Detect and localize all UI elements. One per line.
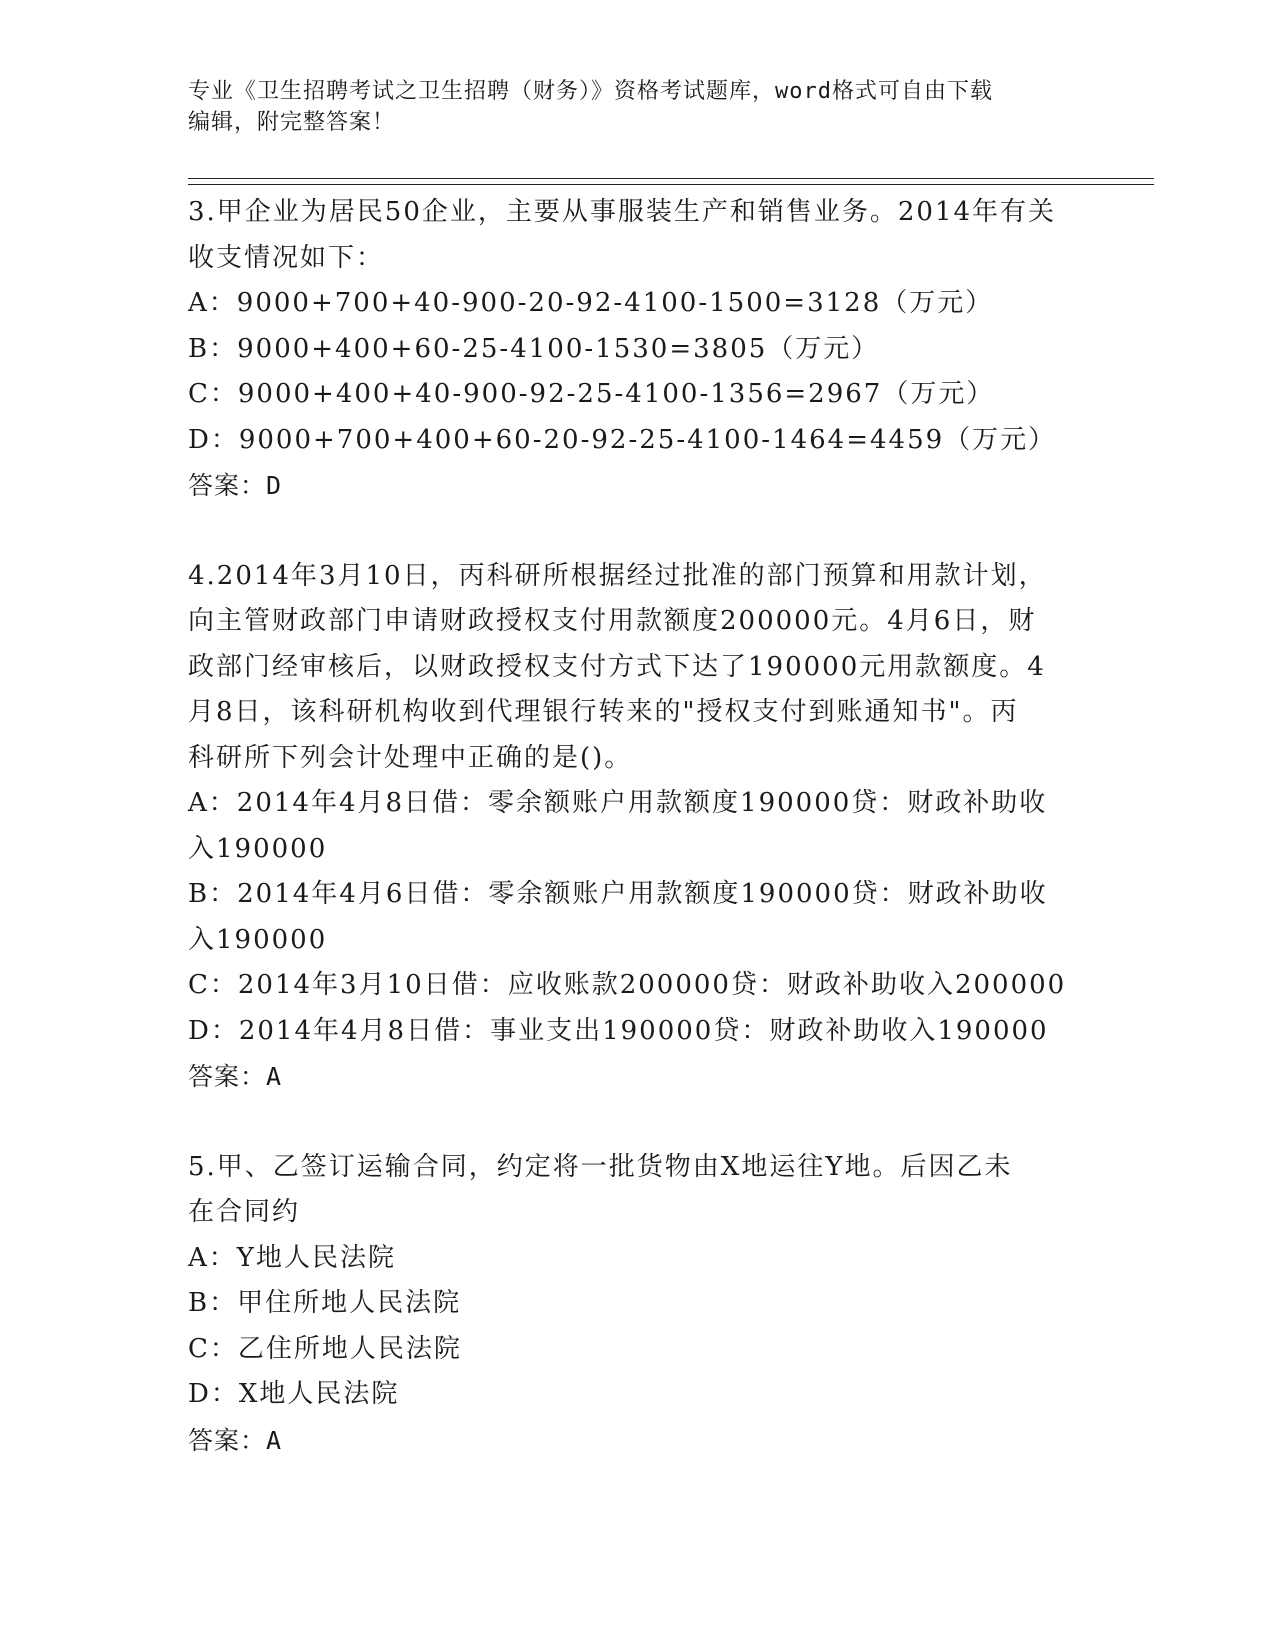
question-stem-line: 政部门经审核后，以财政授权支付方式下达了190000元用款额度。4 — [188, 651, 1046, 682]
question-spacer — [188, 1100, 1088, 1145]
question-item — [188, 190, 1088, 509]
option-d: D：2014年4月8日借：事业支出190000贷：财政补助收入190000 — [188, 1015, 1049, 1046]
option-d: D：9000+700+400+60-20-92-25-4100-1464=4459（万元） — [188, 424, 1057, 455]
question-stem-line: 5.甲、乙签订运输合同，约定将一批货物由X地运往Y地。后因乙未 — [188, 1151, 1013, 1182]
question-stem-line: 在合同约 — [188, 1197, 301, 1227]
option-a: A：2014年4月8日借：零余额账户用款额度190000贷：财政补助收 — [188, 788, 1048, 818]
question-stem-line: 科研所下列会计处理中正确的是()。 — [188, 742, 633, 773]
answer-line: 答案：D — [188, 471, 283, 500]
option-d: D：X地人民法院 — [188, 1379, 400, 1409]
header-line: 编辑，附完整答案！ — [188, 110, 396, 135]
option-b-continued: 入190000 — [188, 924, 328, 955]
question-list — [188, 190, 1088, 1463]
header-divider — [188, 184, 1154, 185]
question-stem-line: 月8日，该科研机构收到代理银行转来的"授权支付到账通知书"。丙 — [188, 697, 1019, 727]
document-header — [188, 76, 1068, 138]
question-stem-line: 收支情况如下： — [188, 242, 385, 273]
option-b: B：甲住所地人民法院 — [188, 1288, 462, 1318]
option-a-continued: 入190000 — [188, 833, 328, 864]
option-b: B：2014年4月6日借：零余额账户用款额度190000贷：财政补助收 — [188, 879, 1048, 909]
question-item — [188, 554, 1088, 1100]
question-stem-line: 3.甲企业为居民50企业，主要从事服装生产和销售业务。2014年有关 — [188, 197, 1057, 227]
header-line: 专业《卫生招聘考试之卫生招聘（财务）》资格考试题库，word格式可自由下载 — [188, 79, 993, 104]
answer-line: 答案：A — [188, 1062, 283, 1091]
question-stem-line: 4.2014年3月10日，丙科研所根据经过批准的部门预算和用款计划， — [188, 560, 1047, 591]
question-spacer — [188, 509, 1088, 554]
option-c: C：9000+400+40-900-92-25-4100-1356=2967（万元） — [188, 379, 995, 409]
option-c: C：乙住所地人民法院 — [188, 1333, 462, 1364]
option-c: C：2014年3月10日借：应收账款200000贷：财政补助收入200000 — [188, 970, 1067, 1000]
answer-line: 答案：A — [188, 1425, 283, 1455]
option-a: A：9000+700+40-900-20-92-4100-1500=3128（万元） — [188, 288, 994, 318]
question-item — [188, 1145, 1088, 1464]
question-stem-line: 向主管财政部门申请财政授权支付用款额度200000元。4月6日，财 — [188, 606, 1037, 636]
header-divider — [188, 178, 1154, 179]
option-b: B：9000+400+60-25-4100-1530=3805（万元） — [188, 333, 880, 364]
option-a: A：Y地人民法院 — [188, 1242, 396, 1273]
